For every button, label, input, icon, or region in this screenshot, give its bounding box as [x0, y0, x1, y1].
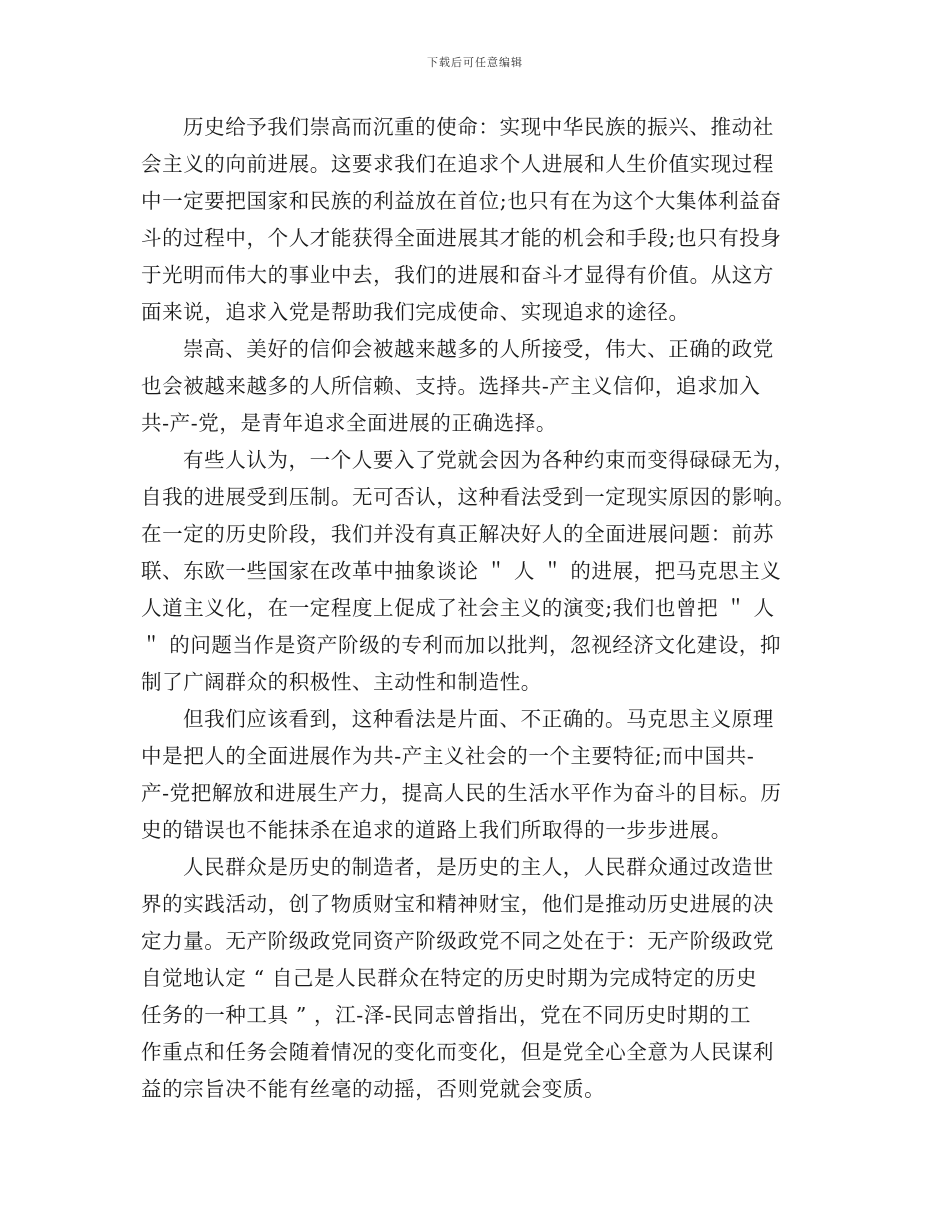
text-line: 产-党把解放和进展生产力，提高人民的生活水平作为奋斗的目标。历 — [141, 781, 782, 805]
text-line: 历史给予我们崇高而沉重的使命：实现中华民族的振兴、推动社 — [183, 115, 774, 139]
text-line: 中是把人的全面进展作为共-产主义社会的一个主要特征;而中国共- — [141, 744, 755, 768]
text-line: 人道主义化，在一定程度上促成了社会主义的演变;我们也曾把 ＂ 人 — [141, 596, 775, 620]
paragraph — [141, 849, 803, 1108]
text-line: 任务的一种工具 ” ，江-泽-民同志曾指出，党在不同历史时期的工 — [141, 1003, 752, 1027]
document-body — [141, 109, 803, 1108]
text-line: 界的实践活动，创了物质财宝和精神财宝，他们是推动历史进展的决 — [141, 892, 774, 916]
text-line: 有些人认为，一个人要入了党就会因为各种约束而变得碌碌无为， — [183, 448, 795, 472]
paragraph — [141, 109, 803, 331]
text-line: 也会被越来越多的人所信赖、支持。选择共-产主义信仰，追求加入 — [141, 374, 761, 398]
text-line: 益的宗旨决不能有丝毫的动摇，否则党就会变质。 — [141, 1077, 606, 1101]
text-line: 作重点和任务会随着情况的变化而变化，但是党全心全意为人民谋利 — [141, 1040, 774, 1064]
text-line: 于光明而伟大的事业中去，我们的进展和奋斗才显得有价值。从这方 — [141, 263, 774, 287]
page-header: 下载后可任意编辑 — [427, 56, 523, 69]
text-line: 面来说，追求入党是帮助我们完成使命、实现追求的途径。 — [141, 300, 690, 324]
text-line: 定力量。无产阶级政党同资产阶级政党不同之处在于：无产阶级政党 — [141, 929, 774, 953]
text-line: 联、东欧一些国家在改革中抽象谈论 ＂ 人 ＂ 的进展，把马克思主义 — [141, 559, 782, 583]
text-line: 自觉地认定 “ 自己是人民群众在特定的历史时期为完成特定的历史 — [141, 966, 758, 990]
text-line: 会主义的向前进展。这要求我们在追求个人进展和人生价值实现过程 — [141, 152, 774, 176]
text-line: 共-产-党，是青年追求全面进展的正确选择。 — [141, 411, 557, 435]
text-line: 制了广阔群众的积极性、主动性和制造性。 — [141, 670, 542, 694]
paragraph — [141, 331, 803, 442]
text-line: 中一定要把国家和民族的利益放在首位;也只有在为这个大集体利益奋 — [141, 189, 782, 213]
text-line: 在一定的历史阶段，我们并没有真正解决好人的全面进展问题：前苏 — [141, 522, 774, 546]
text-line: 史的错误也不能抹杀在追求的道路上我们所取得的一步步进展。 — [141, 818, 732, 842]
paragraph — [141, 442, 803, 701]
text-line: ＂ 的问题当作是资产阶级的专利而加以批判，忽视经济文化建设，抑 — [141, 633, 782, 657]
paragraph — [141, 701, 803, 849]
text-line: 斗的过程中，个人才能获得全面进展其才能的机会和手段;也只有投身 — [141, 226, 782, 250]
text-line: 崇高、美好的信仰会被越来越多的人所接受，伟大、正确的政党 — [183, 337, 774, 361]
text-line: 但我们应该看到，这种看法是片面、不正确的。马克思主义原理 — [183, 707, 774, 731]
text-line: 自我的进展受到压制。无可否认，这种看法受到一定现实原因的影响。 — [141, 485, 796, 509]
text-line: 人民群众是历史的制造者，是历史的主人，人民群众通过改造世 — [183, 855, 774, 879]
